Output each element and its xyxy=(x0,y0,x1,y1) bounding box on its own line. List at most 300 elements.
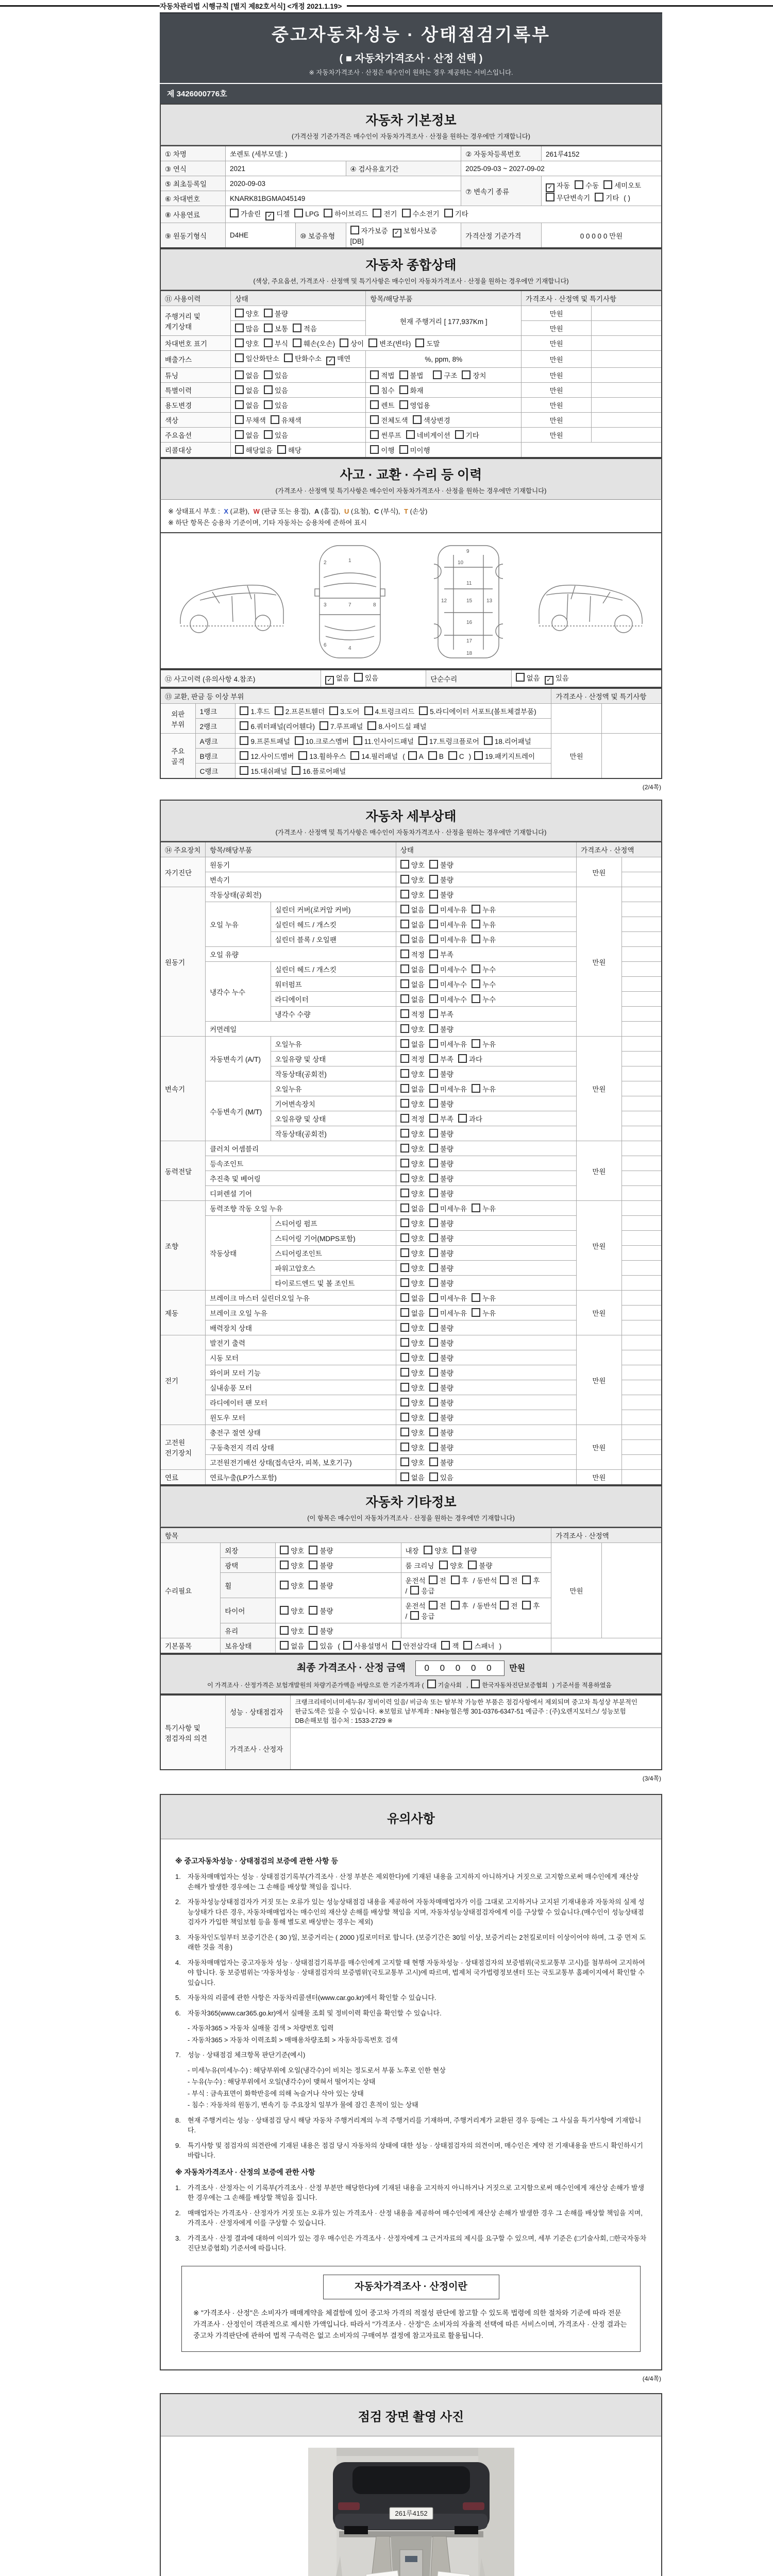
checkbox-option-응급[interactable] xyxy=(410,1611,434,1621)
checkbox-icon[interactable] xyxy=(463,1641,472,1650)
checkbox-option-썬루프[interactable] xyxy=(370,430,401,440)
checkbox-option-미세누유[interactable] xyxy=(429,904,467,914)
checkbox-option-양호[interactable] xyxy=(400,1442,425,1452)
checkbox-icon[interactable] xyxy=(400,875,409,884)
checkbox-option-19.패키지트레이[interactable] xyxy=(474,751,535,761)
checkbox-option-누유[interactable] xyxy=(472,1203,496,1213)
checkbox-icon[interactable] xyxy=(240,736,248,745)
checkbox-option-불량[interactable] xyxy=(309,1545,333,1555)
checkbox-icon[interactable] xyxy=(429,905,438,913)
checkbox-option-구조[interactable] xyxy=(433,370,457,380)
checkbox-icon[interactable] xyxy=(235,400,244,409)
checkbox-icon[interactable] xyxy=(595,193,603,201)
checkbox-icon[interactable] xyxy=(240,706,248,715)
checkbox-icon[interactable] xyxy=(400,1233,409,1242)
checkbox-option-불량[interactable] xyxy=(429,1233,453,1243)
checkbox-icon[interactable] xyxy=(309,1546,317,1554)
checkbox-option-전[interactable] xyxy=(500,1575,517,1585)
checkbox-option-적정[interactable] xyxy=(400,1113,425,1124)
checkbox-option-양호[interactable] xyxy=(400,1188,425,1198)
checkbox-icon[interactable] xyxy=(240,721,248,730)
checkbox-icon[interactable] xyxy=(516,673,525,682)
checkbox-icon[interactable] xyxy=(429,1353,438,1362)
checkbox-option-누수[interactable] xyxy=(472,994,496,1004)
checkbox-option-양호[interactable] xyxy=(235,308,259,318)
checkbox-icon[interactable] xyxy=(235,309,244,317)
checkbox-option-수소전기[interactable] xyxy=(402,208,440,218)
checkbox-icon[interactable] xyxy=(400,1159,409,1167)
checkbox-icon[interactable] xyxy=(320,721,328,730)
checkbox-option-적법[interactable] xyxy=(370,370,394,380)
checkbox-option-없음[interactable] xyxy=(400,964,425,974)
checkbox-icon[interactable] xyxy=(399,385,408,394)
checkbox-option-누수[interactable] xyxy=(472,979,496,989)
checkbox-icon[interactable] xyxy=(575,180,583,189)
checkbox-option-해당없음[interactable] xyxy=(235,445,273,455)
checkbox-icon[interactable] xyxy=(400,964,409,973)
checkbox-option-영업용[interactable] xyxy=(399,400,430,410)
checkbox-icon[interactable] xyxy=(292,766,300,775)
checkbox-icon[interactable] xyxy=(400,1114,409,1123)
checkbox-option-없음[interactable] xyxy=(400,994,425,1004)
checkbox-icon[interactable] xyxy=(451,1601,460,1609)
checkbox-icon[interactable] xyxy=(294,209,303,217)
checkbox-icon[interactable] xyxy=(429,1069,438,1078)
checkbox-option-양호[interactable] xyxy=(280,1580,304,1590)
checkbox-icon[interactable] xyxy=(413,415,422,424)
checkbox-option-양호[interactable] xyxy=(400,1457,425,1467)
checkbox-icon[interactable] xyxy=(350,751,359,760)
checkbox-option-전[interactable] xyxy=(500,1600,517,1611)
checkbox-option-16.플로어패널[interactable] xyxy=(292,766,346,776)
checkbox-icon[interactable] xyxy=(429,1383,438,1392)
checkbox-icon[interactable] xyxy=(429,1368,438,1377)
checkbox-option-있음[interactable] xyxy=(264,385,288,395)
checkbox-icon[interactable] xyxy=(400,1443,409,1451)
checkbox-icon[interactable] xyxy=(429,979,438,988)
checkbox-icon[interactable] xyxy=(429,1428,438,1436)
checkbox-icon[interactable] xyxy=(429,1024,438,1033)
checkbox-icon[interactable] xyxy=(429,935,438,943)
checkbox-icon[interactable] xyxy=(429,1458,438,1466)
checkbox-icon[interactable] xyxy=(441,1641,450,1650)
checkbox-icon[interactable] xyxy=(392,1641,401,1650)
checkbox-icon[interactable] xyxy=(264,430,273,439)
checkbox-icon[interactable] xyxy=(354,673,363,682)
checkbox-icon[interactable] xyxy=(402,209,411,217)
checkbox-icon[interactable] xyxy=(429,1009,438,1018)
checkbox-icon[interactable] xyxy=(235,430,244,439)
checkbox-option-양호[interactable] xyxy=(400,1367,425,1378)
checkbox-icon[interactable] xyxy=(429,1263,438,1272)
checkbox-option-디젤[interactable] xyxy=(265,208,290,221)
checkbox-icon[interactable] xyxy=(429,1278,438,1287)
checkbox-option-양호[interactable] xyxy=(400,1173,425,1183)
checkbox-option-불량[interactable] xyxy=(429,1158,453,1168)
checkbox-option-4.트렁크리드[interactable] xyxy=(364,706,414,716)
checkbox-icon[interactable] xyxy=(370,385,379,394)
checkbox-option-양호[interactable] xyxy=(400,1024,425,1034)
checkbox-icon[interactable] xyxy=(448,751,457,760)
checkbox-icon[interactable] xyxy=(429,1601,438,1609)
checkbox-option-가솔린[interactable] xyxy=(230,208,261,218)
checkbox-option-양호[interactable] xyxy=(400,1397,425,1408)
checkbox-option-후[interactable] xyxy=(522,1600,540,1611)
checkbox-icon[interactable] xyxy=(298,751,307,760)
checkbox-icon[interactable] xyxy=(429,1159,438,1167)
checkbox-option-안전삼각대[interactable] xyxy=(392,1640,436,1651)
checkbox-icon[interactable] xyxy=(235,445,244,454)
checkbox-option-불량[interactable] xyxy=(429,1397,453,1408)
checkbox-icon[interactable] xyxy=(400,1039,409,1048)
checkbox-icon[interactable] xyxy=(364,706,373,715)
checkbox-icon[interactable] xyxy=(472,1084,480,1093)
checkbox-option-누유[interactable] xyxy=(472,934,496,944)
checkbox-option-있음[interactable] xyxy=(545,672,569,685)
checkbox-option-미세누유[interactable] xyxy=(429,1039,467,1049)
checkbox-option-없음[interactable] xyxy=(400,1308,425,1318)
checkbox-icon[interactable] xyxy=(462,370,470,379)
checkbox-icon[interactable] xyxy=(400,905,409,913)
checkbox-icon[interactable] xyxy=(406,430,415,439)
checkbox-option-18.리어패널[interactable] xyxy=(484,736,531,746)
checkbox-icon[interactable] xyxy=(452,1546,461,1554)
checkbox-option-적정[interactable] xyxy=(400,949,425,959)
checkbox-option-3.도어[interactable] xyxy=(329,706,359,716)
checkbox-icon[interactable] xyxy=(429,1129,438,1138)
checkbox-option-보통[interactable] xyxy=(264,323,288,333)
checkbox-option-불량[interactable] xyxy=(429,1128,453,1139)
checkbox-option-일산화탄소[interactable] xyxy=(235,353,279,363)
checkbox-icon[interactable] xyxy=(429,1189,438,1197)
checkbox-icon[interactable] xyxy=(429,1039,438,1048)
checkbox-icon[interactable] xyxy=(400,1099,409,1108)
checkbox-option-보험사보증[interactable] xyxy=(393,225,437,238)
checkbox-icon[interactable] xyxy=(427,1680,436,1688)
checkbox-icon[interactable] xyxy=(370,445,379,454)
checkbox-option-불법[interactable] xyxy=(399,370,424,380)
checkbox-icon[interactable] xyxy=(472,935,480,943)
checkbox-icon[interactable] xyxy=(367,721,376,730)
checkbox-option-매연[interactable] xyxy=(326,353,350,365)
checkbox-option-사용설명서[interactable] xyxy=(343,1640,388,1651)
checkbox-option-없음[interactable] xyxy=(400,1203,425,1213)
checkbox-option-자가보증[interactable] xyxy=(350,225,388,235)
checkbox-option-불량[interactable] xyxy=(429,1323,453,1333)
checkbox-option-있음[interactable] xyxy=(309,1640,333,1651)
checkbox-icon[interactable] xyxy=(368,338,377,347)
checkbox-option-유채색[interactable] xyxy=(271,415,301,425)
checkbox-checked-icon[interactable] xyxy=(393,229,401,238)
checkbox-option-양호[interactable] xyxy=(400,1382,425,1393)
checkbox-icon[interactable] xyxy=(400,950,409,958)
checkbox-option-양호[interactable] xyxy=(280,1625,304,1636)
checkbox-option-9.프론트패널[interactable] xyxy=(240,736,290,746)
checkbox-option-누유[interactable] xyxy=(472,904,496,914)
checkbox-icon[interactable] xyxy=(400,890,409,899)
checkbox-option-양호[interactable] xyxy=(280,1605,304,1616)
checkbox-option-후[interactable] xyxy=(522,1575,540,1585)
checkbox-option-없음[interactable] xyxy=(400,1039,425,1049)
checkbox-option-네비게이션[interactable] xyxy=(406,430,450,440)
checkbox-icon[interactable] xyxy=(400,1323,409,1332)
checkbox-icon[interactable] xyxy=(280,1606,289,1615)
checkbox-option-6.쿼터패널(리어휀다)[interactable] xyxy=(240,721,315,731)
checkbox-option-양호[interactable] xyxy=(280,1545,304,1555)
checkbox-option-없음[interactable] xyxy=(400,1293,425,1303)
checkbox-option-불량[interactable] xyxy=(429,1188,453,1198)
checkbox-icon[interactable] xyxy=(264,324,273,332)
checkbox-option-누수[interactable] xyxy=(472,964,496,974)
checkbox-icon[interactable] xyxy=(400,1278,409,1287)
checkbox-option-있음[interactable] xyxy=(264,430,288,440)
checkbox-icon[interactable] xyxy=(370,430,379,439)
checkbox-checked-icon[interactable] xyxy=(265,212,274,221)
checkbox-icon[interactable] xyxy=(240,751,248,760)
checkbox-option-스패너[interactable] xyxy=(463,1640,494,1651)
checkbox-icon[interactable] xyxy=(370,400,379,409)
checkbox-icon[interactable] xyxy=(500,1601,509,1609)
checkbox-option-기타[interactable] xyxy=(455,430,479,440)
checkbox-icon[interactable] xyxy=(522,1601,531,1609)
checkbox-icon[interactable] xyxy=(309,1581,317,1589)
checkbox-option-기타[interactable] xyxy=(444,208,468,218)
checkbox-option-불량[interactable] xyxy=(429,1098,453,1109)
checkbox-option-잭[interactable] xyxy=(441,1640,459,1651)
checkbox-option-적정[interactable] xyxy=(400,1009,425,1019)
checkbox-option-없음[interactable] xyxy=(325,672,349,685)
checkbox-option-부식[interactable] xyxy=(264,338,288,348)
checkbox-option-불량[interactable] xyxy=(429,1218,453,1228)
checkbox-icon[interactable] xyxy=(373,209,381,217)
checkbox-icon[interactable] xyxy=(370,370,379,379)
checkbox-option-없음[interactable] xyxy=(235,370,259,380)
checkbox-option-응급[interactable] xyxy=(410,1585,434,1596)
checkbox-icon[interactable] xyxy=(264,338,273,347)
checkbox-icon[interactable] xyxy=(429,1144,438,1153)
checkbox-icon[interactable] xyxy=(295,736,304,745)
checkbox-icon[interactable] xyxy=(418,736,427,745)
checkbox-option-미세누유[interactable] xyxy=(429,1203,467,1213)
checkbox-option-미이행[interactable] xyxy=(399,445,430,455)
checkbox-icon[interactable] xyxy=(451,1575,460,1584)
checkbox-icon[interactable] xyxy=(468,1561,477,1569)
checkbox-icon[interactable] xyxy=(400,1413,409,1421)
checkbox-icon[interactable] xyxy=(472,964,480,973)
checkbox-icon[interactable] xyxy=(400,1054,409,1063)
checkbox-option-전[interactable] xyxy=(429,1575,446,1585)
checkbox-option-1.후드[interactable] xyxy=(240,706,270,716)
checkbox-option-전[interactable] xyxy=(429,1600,446,1611)
checkbox-option-A[interactable] xyxy=(408,751,424,760)
checkbox-icon[interactable] xyxy=(264,400,273,409)
checkbox-icon[interactable] xyxy=(400,1368,409,1377)
checkbox-icon[interactable] xyxy=(280,1561,289,1569)
checkbox-option-누유[interactable] xyxy=(472,1039,496,1049)
checkbox-icon[interactable] xyxy=(458,1054,467,1063)
checkbox-icon[interactable] xyxy=(340,338,348,347)
checkbox-option-양호[interactable] xyxy=(400,1352,425,1363)
checkbox-option-한국자동차진단보증협회[interactable] xyxy=(471,1680,548,1689)
checkbox-option-양호[interactable] xyxy=(400,874,425,885)
checkbox-option-양호[interactable] xyxy=(400,859,425,870)
checkbox-icon[interactable] xyxy=(429,1338,438,1347)
checkbox-option-불량[interactable] xyxy=(309,1560,333,1570)
checkbox-icon[interactable] xyxy=(429,1099,438,1108)
checkbox-icon[interactable] xyxy=(429,1233,438,1242)
checkbox-icon[interactable] xyxy=(400,1144,409,1153)
checkbox-option-불량[interactable] xyxy=(429,1442,453,1452)
checkbox-option-많음[interactable] xyxy=(235,323,259,333)
checkbox-icon[interactable] xyxy=(280,1581,289,1589)
checkbox-icon[interactable] xyxy=(472,979,480,988)
checkbox-icon[interactable] xyxy=(546,193,554,201)
checkbox-icon[interactable] xyxy=(280,1546,289,1554)
checkbox-option-부족[interactable] xyxy=(429,1113,453,1124)
checkbox-option-있음[interactable] xyxy=(429,1472,453,1482)
checkbox-icon[interactable] xyxy=(429,1293,438,1302)
checkbox-icon[interactable] xyxy=(400,1353,409,1362)
checkbox-option-불량[interactable] xyxy=(429,1248,453,1258)
checkbox-icon[interactable] xyxy=(329,706,338,715)
checkbox-icon[interactable] xyxy=(309,1561,317,1569)
checkbox-icon[interactable] xyxy=(400,1174,409,1182)
checkbox-checked-icon[interactable] xyxy=(326,357,335,365)
checkbox-option-불량[interactable] xyxy=(429,1143,453,1154)
checkbox-icon[interactable] xyxy=(235,338,244,347)
checkbox-icon[interactable] xyxy=(400,1129,409,1138)
checkbox-icon[interactable] xyxy=(429,1084,438,1093)
checkbox-option-있음[interactable] xyxy=(264,400,288,410)
checkbox-option-기술사회[interactable] xyxy=(427,1680,462,1689)
checkbox-option-10.크로스멤버[interactable] xyxy=(295,736,349,746)
checkbox-icon[interactable] xyxy=(429,950,438,958)
checkbox-icon[interactable] xyxy=(429,1308,438,1317)
checkbox-option-7.루프패널[interactable] xyxy=(320,721,363,731)
checkbox-option-8.사이드실 패널[interactable] xyxy=(367,721,426,731)
checkbox-icon[interactable] xyxy=(429,860,438,869)
checkbox-icon[interactable] xyxy=(400,1024,409,1033)
checkbox-icon[interactable] xyxy=(429,920,438,928)
checkbox-icon[interactable] xyxy=(399,445,408,454)
checkbox-option-과다[interactable] xyxy=(458,1113,482,1124)
checkbox-option-무단변속기[interactable] xyxy=(546,192,590,202)
checkbox-option-불량[interactable] xyxy=(429,889,453,900)
checkbox-option-전기[interactable] xyxy=(373,208,397,218)
checkbox-icon[interactable] xyxy=(484,736,493,745)
checkbox-option-없음[interactable] xyxy=(235,385,259,395)
checkbox-icon[interactable] xyxy=(293,338,301,347)
checkbox-option-탄화수소[interactable] xyxy=(284,353,322,363)
checkbox-icon[interactable] xyxy=(429,890,438,899)
checkbox-icon[interactable] xyxy=(458,1114,467,1123)
checkbox-icon[interactable] xyxy=(400,1218,409,1227)
checkbox-option-후[interactable] xyxy=(451,1600,468,1611)
checkbox-option-불량[interactable] xyxy=(309,1625,333,1636)
checkbox-option-장치[interactable] xyxy=(462,370,486,380)
checkbox-icon[interactable] xyxy=(429,1218,438,1227)
checkbox-option-렌트[interactable] xyxy=(370,400,394,410)
checkbox-option-15.대쉬패널[interactable] xyxy=(240,766,287,776)
checkbox-icon[interactable] xyxy=(410,1611,419,1620)
checkbox-icon[interactable] xyxy=(370,415,379,424)
checkbox-option-양호[interactable] xyxy=(400,1143,425,1154)
checkbox-icon[interactable] xyxy=(472,1039,480,1048)
checkbox-option-없음[interactable] xyxy=(235,430,259,440)
checkbox-option-미세누수[interactable] xyxy=(429,994,467,1004)
checkbox-option-불량[interactable] xyxy=(452,1545,477,1555)
checkbox-icon[interactable] xyxy=(264,309,273,317)
checkbox-icon[interactable] xyxy=(400,1338,409,1347)
checkbox-icon[interactable] xyxy=(428,751,437,760)
checkbox-option-양호[interactable] xyxy=(400,1233,425,1243)
checkbox-icon[interactable] xyxy=(400,1009,409,1018)
checkbox-icon[interactable] xyxy=(235,370,244,379)
checkbox-icon[interactable] xyxy=(400,994,409,1003)
checkbox-icon[interactable] xyxy=(400,1383,409,1392)
checkbox-icon[interactable] xyxy=(429,994,438,1003)
checkbox-option-B[interactable] xyxy=(428,751,444,760)
checkbox-icon[interactable] xyxy=(400,1472,409,1481)
checkbox-option-과다[interactable] xyxy=(458,1054,482,1064)
checkbox-icon[interactable] xyxy=(474,751,483,760)
checkbox-option-있음[interactable] xyxy=(354,672,378,683)
checkbox-icon[interactable] xyxy=(343,1641,352,1650)
checkbox-icon[interactable] xyxy=(400,1248,409,1257)
checkbox-icon[interactable] xyxy=(293,324,301,332)
checkbox-option-적정[interactable] xyxy=(400,1054,425,1064)
checkbox-icon[interactable] xyxy=(444,209,453,217)
checkbox-option-불량[interactable] xyxy=(429,874,453,885)
checkbox-icon[interactable] xyxy=(235,415,244,424)
checkbox-option-불량[interactable] xyxy=(264,308,288,318)
checkbox-option-없음[interactable] xyxy=(516,672,540,683)
checkbox-option-침수[interactable] xyxy=(370,385,394,395)
checkbox-option-무채색[interactable] xyxy=(235,415,266,425)
checkbox-option-5.라디에이터 서포트(볼트체결부품)[interactable] xyxy=(419,706,536,716)
checkbox-option-양호[interactable] xyxy=(424,1545,448,1555)
checkbox-option-양호[interactable] xyxy=(400,1098,425,1109)
checkbox-option-12.사이드멤버[interactable] xyxy=(240,751,294,761)
checkbox-icon[interactable] xyxy=(240,766,248,775)
checkbox-option-누유[interactable] xyxy=(472,1293,496,1303)
checkbox-icon[interactable] xyxy=(230,209,239,217)
checkbox-option-불량[interactable] xyxy=(309,1605,333,1616)
checkbox-option-미세누유[interactable] xyxy=(429,934,467,944)
checkbox-option-미세누수[interactable] xyxy=(429,979,467,989)
checkbox-option-양호[interactable] xyxy=(400,1412,425,1422)
checkbox-icon[interactable] xyxy=(324,209,332,217)
checkbox-icon[interactable] xyxy=(429,1413,438,1421)
checkbox-option-누유[interactable] xyxy=(472,1083,496,1094)
checkbox-option-자동[interactable] xyxy=(546,180,570,192)
checkbox-icon[interactable] xyxy=(429,1248,438,1257)
checkbox-option-미세누수[interactable] xyxy=(429,964,467,974)
checkbox-option-양호[interactable] xyxy=(400,1337,425,1348)
checkbox-option-이행[interactable] xyxy=(370,445,394,455)
checkbox-option-훼손(오손)[interactable] xyxy=(293,338,335,348)
checkbox-option-2.프론트휀더[interactable] xyxy=(275,706,325,716)
checkbox-icon[interactable] xyxy=(472,994,480,1003)
checkbox-icon[interactable] xyxy=(410,1586,419,1595)
checkbox-option-부족[interactable] xyxy=(429,949,453,959)
checkbox-option-13.휠하우스[interactable] xyxy=(298,751,346,761)
checkbox-option-미세누유[interactable] xyxy=(429,919,467,929)
checkbox-icon[interactable] xyxy=(400,920,409,928)
checkbox-option-11.인사이드패널[interactable] xyxy=(354,736,414,746)
checkbox-option-LPG[interactable] xyxy=(294,209,319,218)
checkbox-option-없음[interactable] xyxy=(400,1472,425,1482)
